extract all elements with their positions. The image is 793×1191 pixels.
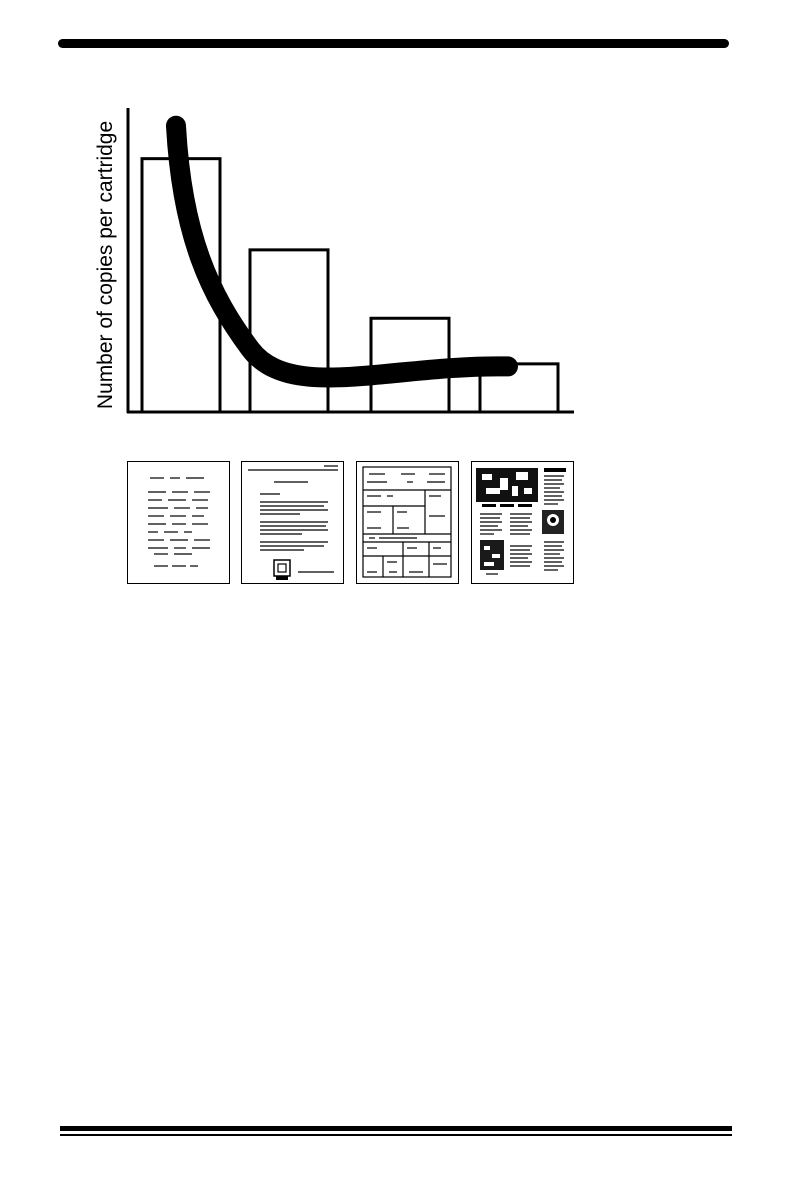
newspaper-page-icon bbox=[471, 461, 574, 584]
y-axis-label: Number of copies per cartridge bbox=[94, 120, 117, 410]
letter-page-icon bbox=[241, 461, 344, 584]
copies-chart bbox=[90, 100, 590, 430]
text-page-icon bbox=[127, 461, 230, 584]
trend-curve bbox=[176, 126, 508, 378]
bottom-rule-thin bbox=[60, 1134, 732, 1136]
top-rule bbox=[58, 39, 729, 48]
bar-letter-document bbox=[250, 250, 328, 412]
form-page-icon bbox=[356, 461, 459, 584]
bottom-rule bbox=[60, 1126, 732, 1131]
